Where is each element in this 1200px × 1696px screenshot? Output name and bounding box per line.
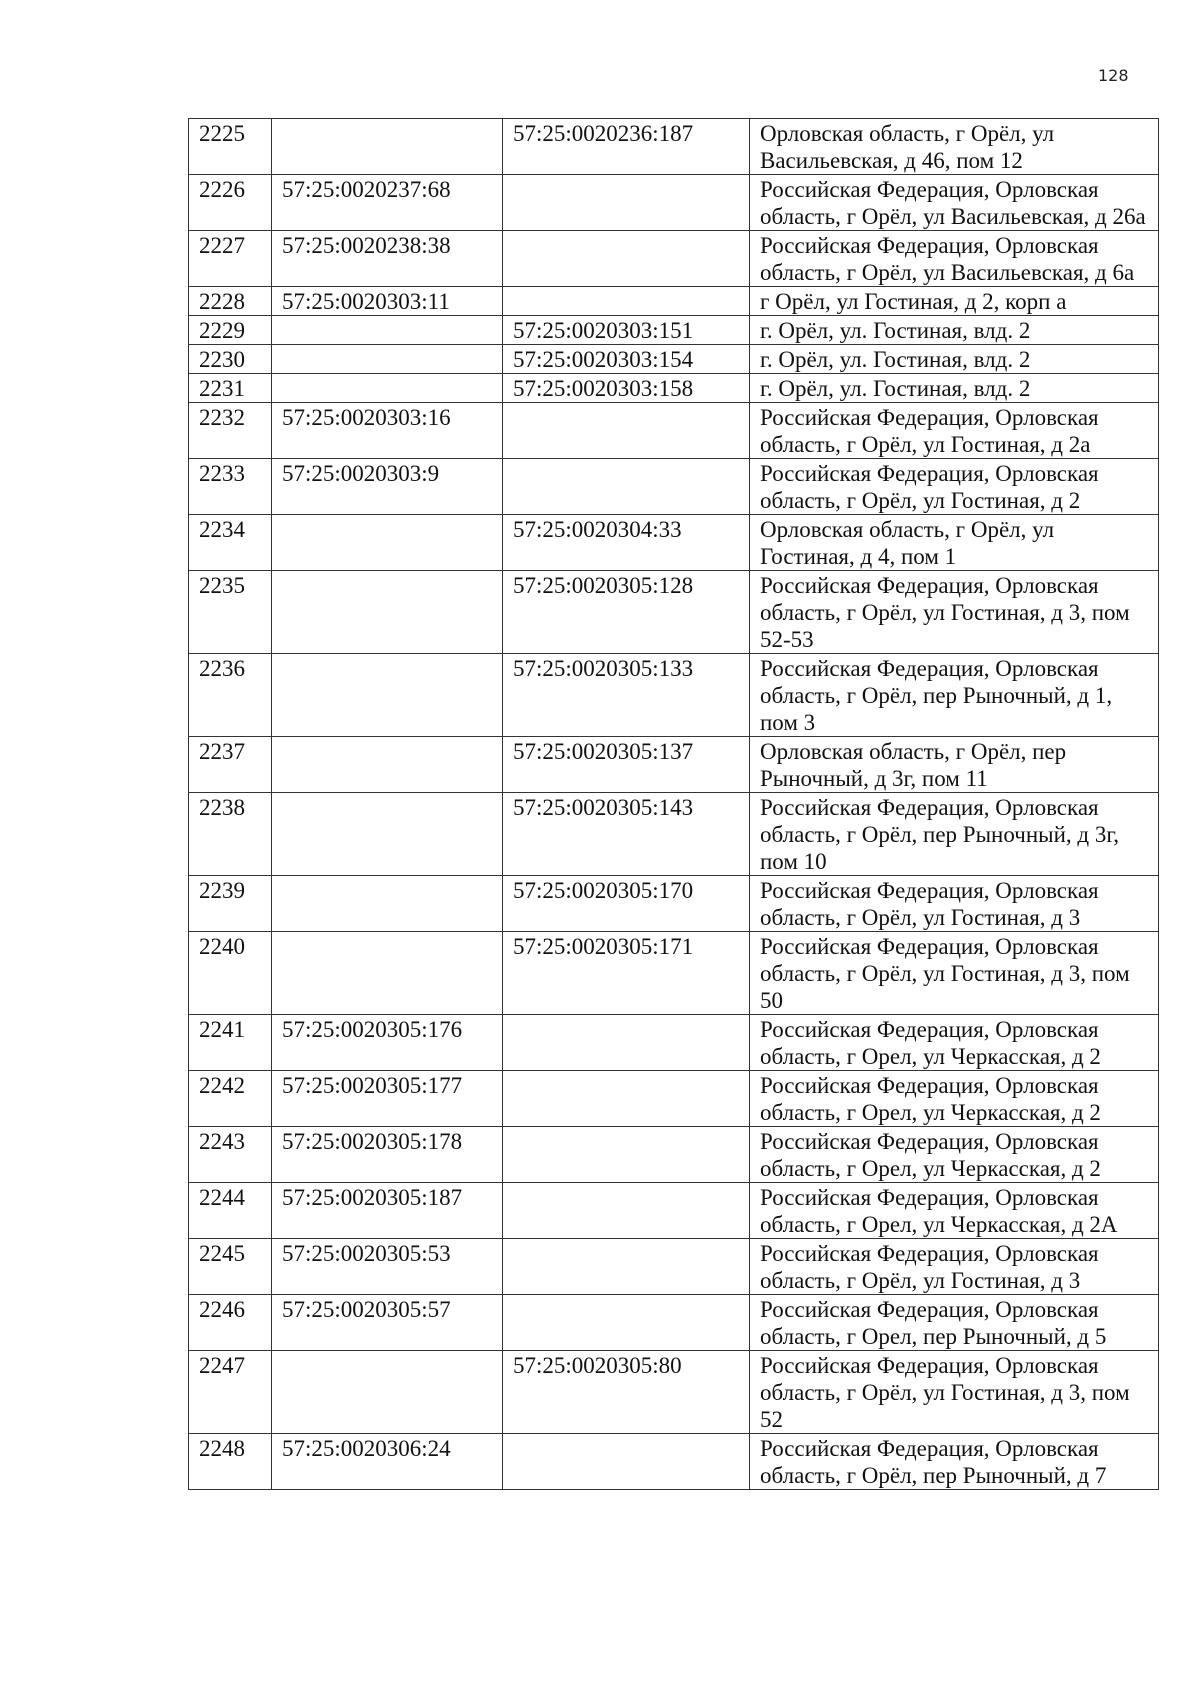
land-cadastral-number-cell — [272, 876, 503, 932]
land-cadastral-number-cell — [272, 793, 503, 876]
row-number-cell: 2241 — [189, 1015, 272, 1071]
table-row — [189, 737, 1159, 793]
registry-table — [188, 118, 1159, 1490]
row-number-cell: 2236 — [189, 654, 272, 737]
building-cadastral-number-cell — [503, 1183, 750, 1239]
building-cadastral-number-cell — [503, 175, 750, 231]
row-number-cell: 2225 — [189, 119, 272, 175]
row-number-cell: 2247 — [189, 1351, 272, 1434]
address-cell: Российская Федерация, Орловская область, г Орёл, пер Рыночный, д 7 — [750, 1434, 1159, 1490]
table-row — [189, 459, 1159, 515]
address-cell: Российская Федерация, Орловская область, г Орёл, ул Гостиная, д 3, пом 52-53 — [750, 571, 1159, 654]
address-cell: Российская Федерация, Орловская область, г Орел, пер Рыночный, д 5 — [750, 1295, 1159, 1351]
row-number-cell: 2228 — [189, 287, 272, 316]
row-number-cell: 2230 — [189, 345, 272, 374]
building-cadastral-number-cell: 57:25:0020305:170 — [503, 876, 750, 932]
table-row — [189, 1071, 1159, 1127]
address-cell: Российская Федерация, Орловская область, г Орёл, ул Васильевская, д 6а — [750, 231, 1159, 287]
address-cell: Российская Федерация, Орловская область, г Орёл, ул Гостиная, д 3, пом 52 — [750, 1351, 1159, 1434]
address-cell: г Орёл, ул Гостиная, д 2, корп а — [750, 287, 1159, 316]
address-cell: Российская Федерация, Орловская область, г Орёл, ул Гостиная, д 3, пом 50 — [750, 932, 1159, 1015]
land-cadastral-number-cell — [272, 515, 503, 571]
table-row — [189, 1295, 1159, 1351]
address-cell: Российская Федерация, Орловская область, г Орёл, ул Гостиная, д 2 — [750, 459, 1159, 515]
row-number-cell: 2248 — [189, 1434, 272, 1490]
table-row — [189, 793, 1159, 876]
table-row — [189, 316, 1159, 345]
building-cadastral-number-cell: 57:25:0020305:80 — [503, 1351, 750, 1434]
table-row — [189, 515, 1159, 571]
land-cadastral-number-cell: 57:25:0020237:68 — [272, 175, 503, 231]
table-row — [189, 1015, 1159, 1071]
page-number: 128 — [1098, 66, 1129, 85]
building-cadastral-number-cell — [503, 1127, 750, 1183]
land-cadastral-number-cell — [272, 345, 503, 374]
building-cadastral-number-cell: 57:25:0020305:143 — [503, 793, 750, 876]
row-number-cell: 2245 — [189, 1239, 272, 1295]
row-number-cell: 2239 — [189, 876, 272, 932]
table-row — [189, 1239, 1159, 1295]
building-cadastral-number-cell — [503, 1015, 750, 1071]
address-cell: Российская Федерация, Орловская область, г Орел, ул Черкасская, д 2А — [750, 1183, 1159, 1239]
row-number-cell: 2246 — [189, 1295, 272, 1351]
land-cadastral-number-cell — [272, 316, 503, 345]
address-cell: Российская Федерация, Орловская область, г Орёл, ул Гостиная, д 2а — [750, 403, 1159, 459]
land-cadastral-number-cell — [272, 1351, 503, 1434]
row-number-cell: 2238 — [189, 793, 272, 876]
table-row — [189, 654, 1159, 737]
land-cadastral-number-cell: 57:25:0020305:178 — [272, 1127, 503, 1183]
table-row — [189, 571, 1159, 654]
row-number-cell: 2226 — [189, 175, 272, 231]
land-cadastral-number-cell — [272, 737, 503, 793]
building-cadastral-number-cell: 57:25:0020305:171 — [503, 932, 750, 1015]
table-row — [189, 175, 1159, 231]
address-cell: Российская Федерация, Орловская область, г Орёл, ул Васильевская, д 26а — [750, 175, 1159, 231]
building-cadastral-number-cell — [503, 287, 750, 316]
building-cadastral-number-cell — [503, 1295, 750, 1351]
table-row — [189, 119, 1159, 175]
address-cell: г. Орёл, ул. Гостиная, влд. 2 — [750, 316, 1159, 345]
table-row — [189, 287, 1159, 316]
table-row — [189, 403, 1159, 459]
building-cadastral-number-cell: 57:25:0020305:133 — [503, 654, 750, 737]
land-cadastral-number-cell: 57:25:0020305:176 — [272, 1015, 503, 1071]
table-row — [189, 876, 1159, 932]
address-cell: Российская Федерация, Орловская область, г Орел, ул Черкасская, д 2 — [750, 1015, 1159, 1071]
address-cell: Российская Федерация, Орловская область, г Орёл, пер Рыночный, д 3г, пом 10 — [750, 793, 1159, 876]
land-cadastral-number-cell: 57:25:0020306:24 — [272, 1434, 503, 1490]
building-cadastral-number-cell: 57:25:0020303:158 — [503, 374, 750, 403]
land-cadastral-number-cell: 57:25:0020303:16 — [272, 403, 503, 459]
building-cadastral-number-cell — [503, 1239, 750, 1295]
row-number-cell: 2232 — [189, 403, 272, 459]
land-cadastral-number-cell: 57:25:0020238:38 — [272, 231, 503, 287]
building-cadastral-number-cell — [503, 1071, 750, 1127]
address-cell: Орловская область, г Орёл, ул Васильевская, д 46, пом 12 — [750, 119, 1159, 175]
land-cadastral-number-cell: 57:25:0020303:11 — [272, 287, 503, 316]
table-row — [189, 345, 1159, 374]
row-number-cell: 2233 — [189, 459, 272, 515]
building-cadastral-number-cell: 57:25:0020304:33 — [503, 515, 750, 571]
address-cell: Российская Федерация, Орловская область, г Орёл, пер Рыночный, д 1, пом 3 — [750, 654, 1159, 737]
address-cell: Российская Федерация, Орловская область, г Орёл, ул Гостиная, д 3 — [750, 876, 1159, 932]
table-row — [189, 932, 1159, 1015]
building-cadastral-number-cell — [503, 403, 750, 459]
building-cadastral-number-cell: 57:25:0020305:128 — [503, 571, 750, 654]
building-cadastral-number-cell — [503, 231, 750, 287]
table-row — [189, 1434, 1159, 1490]
row-number-cell: 2229 — [189, 316, 272, 345]
row-number-cell: 2237 — [189, 737, 272, 793]
land-cadastral-number-cell: 57:25:0020305:57 — [272, 1295, 503, 1351]
land-cadastral-number-cell — [272, 654, 503, 737]
building-cadastral-number-cell: 57:25:0020303:151 — [503, 316, 750, 345]
table-row — [189, 374, 1159, 403]
land-cadastral-number-cell: 57:25:0020305:187 — [272, 1183, 503, 1239]
land-cadastral-number-cell: 57:25:0020303:9 — [272, 459, 503, 515]
row-number-cell: 2234 — [189, 515, 272, 571]
address-cell: Российская Федерация, Орловская область, г Орёл, ул Гостиная, д 3 — [750, 1239, 1159, 1295]
address-cell: Российская Федерация, Орловская область, г Орел, ул Черкасская, д 2 — [750, 1127, 1159, 1183]
table-row — [189, 1183, 1159, 1239]
table-row — [189, 231, 1159, 287]
table-row — [189, 1127, 1159, 1183]
row-number-cell: 2243 — [189, 1127, 272, 1183]
row-number-cell: 2244 — [189, 1183, 272, 1239]
row-number-cell: 2240 — [189, 932, 272, 1015]
address-cell: г. Орёл, ул. Гостиная, влд. 2 — [750, 345, 1159, 374]
row-number-cell: 2235 — [189, 571, 272, 654]
table-row — [189, 1351, 1159, 1434]
address-cell: Орловская область, г Орёл, ул Гостиная, д 4, пом 1 — [750, 515, 1159, 571]
row-number-cell: 2242 — [189, 1071, 272, 1127]
building-cadastral-number-cell — [503, 1434, 750, 1490]
land-cadastral-number-cell — [272, 374, 503, 403]
row-number-cell: 2227 — [189, 231, 272, 287]
building-cadastral-number-cell: 57:25:0020305:137 — [503, 737, 750, 793]
building-cadastral-number-cell — [503, 459, 750, 515]
land-cadastral-number-cell: 57:25:0020305:177 — [272, 1071, 503, 1127]
address-cell: г. Орёл, ул. Гостиная, влд. 2 — [750, 374, 1159, 403]
building-cadastral-number-cell: 57:25:0020236:187 — [503, 119, 750, 175]
land-cadastral-number-cell — [272, 932, 503, 1015]
address-cell: Орловская область, г Орёл, пер Рыночный, д 3г, пом 11 — [750, 737, 1159, 793]
land-cadastral-number-cell — [272, 119, 503, 175]
building-cadastral-number-cell: 57:25:0020303:154 — [503, 345, 750, 374]
registry-table-body — [189, 119, 1159, 1490]
land-cadastral-number-cell — [272, 571, 503, 654]
land-cadastral-number-cell: 57:25:0020305:53 — [272, 1239, 503, 1295]
address-cell: Российская Федерация, Орловская область, г Орел, ул Черкасская, д 2 — [750, 1071, 1159, 1127]
row-number-cell: 2231 — [189, 374, 272, 403]
